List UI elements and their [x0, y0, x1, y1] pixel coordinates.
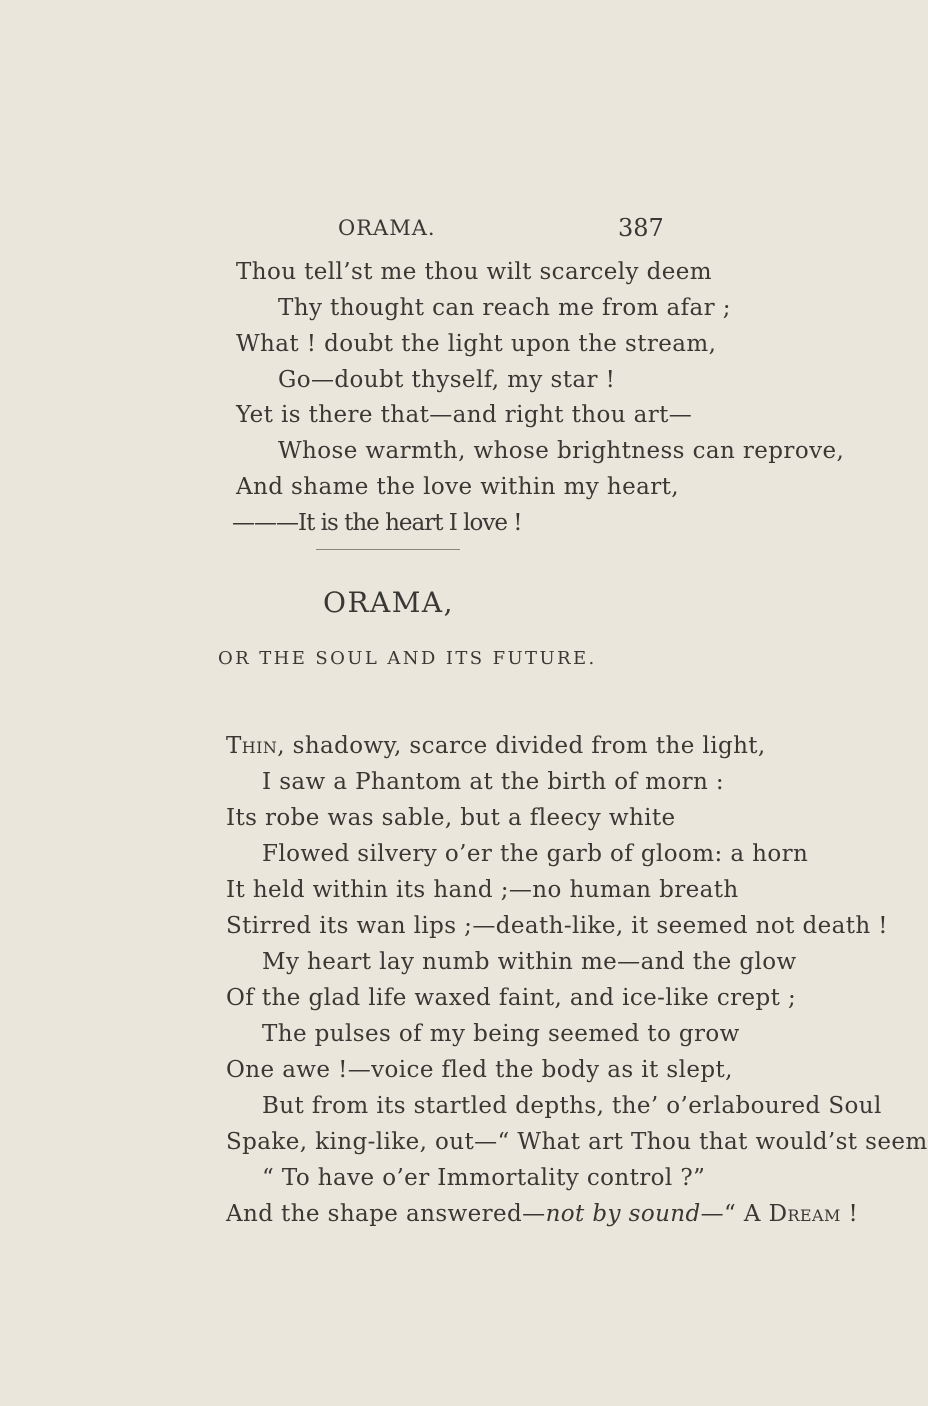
page-number: 387 — [618, 214, 664, 242]
verse-line: Spake, king-like, out—“ What art Thou that would’st seem — [226, 1129, 928, 1155]
section-subtitle: OR THE SOUL AND ITS FUTURE. — [218, 648, 597, 669]
verse-line: But from its startled depths, the’ o’erlaboured Soul — [262, 1093, 882, 1119]
verse-line-first — [226, 735, 766, 758]
verse-line: Flowed silvery o’er the garb of gloom: a horn — [262, 841, 809, 867]
last-line-dash: —“ A — [700, 1201, 769, 1227]
opening-word: Thin — [226, 733, 278, 759]
verse-line: The pulses of my being seemed to grow — [262, 1021, 740, 1047]
running-head — [0, 216, 800, 256]
last-line-start: And the shape answered— — [226, 1201, 546, 1227]
verse-line: It held within its hand ;—no human breath — [226, 877, 739, 903]
section-divider — [316, 549, 460, 550]
last-line-end: Dream ! — [768, 1201, 859, 1227]
section-title: ORAMA, — [323, 586, 455, 619]
verse-line: Stirred its wan lips ;—death-like, it seemed not death ! — [226, 913, 888, 939]
verse-line: What ! doubt the light upon the stream, — [236, 331, 717, 357]
verse-line: Yet is there that—and right thou art— — [236, 402, 693, 428]
verse-line: One awe !—voice fled the body as it slept, — [226, 1057, 733, 1083]
verse-line: My heart lay numb within me—and the glow — [262, 949, 797, 975]
verse-line-last — [226, 1203, 858, 1226]
verse-line-rest: , shadowy, scarce divided from the light, — [277, 733, 766, 759]
running-title: ORAMA. — [338, 216, 436, 240]
verse-line: And shame the love within my heart, — [236, 474, 679, 500]
verse-line: Thou tell’st me thou wilt scarcely deem — [236, 259, 712, 285]
last-line-italic: not by sound — [545, 1201, 701, 1227]
verse-line: I saw a Phantom at the birth of morn : — [262, 769, 725, 795]
verse-line: Go—doubt thyself, my star ! — [278, 367, 616, 393]
verse-line: “ To have o’er Immortality control ?” — [262, 1165, 706, 1191]
verse-line: ———It is the heart I love ! — [232, 510, 522, 536]
verse-line: Its robe was sable, but a fleecy white — [226, 805, 676, 831]
verse-line: Thy thought can reach me from afar ; — [278, 295, 731, 321]
verse-line: Of the glad life waxed faint, and ice-like crept ; — [226, 985, 797, 1011]
verse-line: Whose warmth, whose brightness can reprove, — [278, 438, 845, 464]
